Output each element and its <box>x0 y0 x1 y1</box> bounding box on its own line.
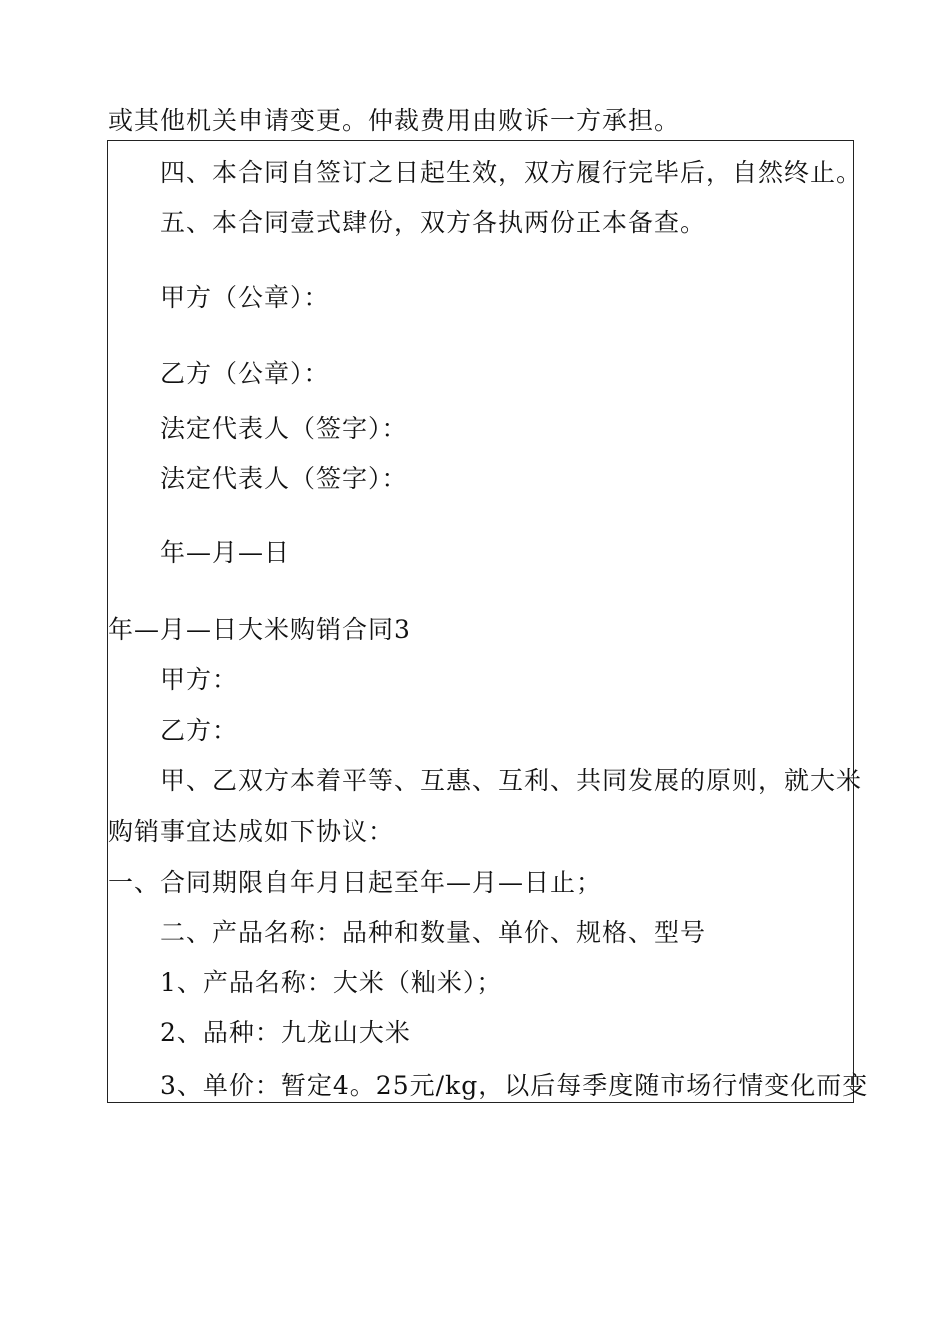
text-line: 1、产品名称：大米（籼米）； <box>160 968 503 997</box>
text-line: 购销事宜达成如下协议： <box>108 817 395 846</box>
text-line: 法定代表人（签字）： <box>160 464 408 493</box>
frame-tick-left-1 <box>107 241 108 271</box>
frame-tick-right-2 <box>853 316 854 346</box>
text-line: 乙方： <box>160 716 239 745</box>
text-line: 法定代表人（签字）： <box>160 414 408 443</box>
frame-tick-left-2 <box>107 316 108 346</box>
text-line: 甲、乙双方本着平等、互惠、互利、共同发展的原则，就大米 <box>160 766 863 795</box>
text-line: 四、本合同自签订之日起生效，双方履行完毕后，自然终止。 <box>160 158 863 187</box>
text-line: 甲方（公章）： <box>160 283 330 312</box>
frame-tick-right-3 <box>853 571 854 601</box>
text-line: 或其他机关申请变更。仲裁费用由败诉一方承担。 <box>108 106 681 135</box>
text-line: 二、产品名称：品种和数量、单价、规格、型号 <box>160 918 707 947</box>
text-line: 乙方（公章）： <box>160 359 330 388</box>
text-line: 年—月—日 <box>160 538 291 567</box>
text-line: 3、单价：暂定4。25元/kg，以后每季度随市场行情变化而变 <box>160 1071 869 1100</box>
text-line: 甲方： <box>160 665 239 694</box>
text-line: 2、品种：九龙山大米 <box>160 1018 411 1047</box>
text-line: 五、本合同壹式肆份，双方各执两份正本备查。 <box>160 208 707 237</box>
frame-tick-right-1 <box>853 241 854 271</box>
section-heading: 年—月—日大米购销合同3 <box>108 615 411 644</box>
frame-tick-left-3 <box>107 571 108 601</box>
text-line: 一、合同期限自年月日起至年—月—日止； <box>108 868 603 897</box>
